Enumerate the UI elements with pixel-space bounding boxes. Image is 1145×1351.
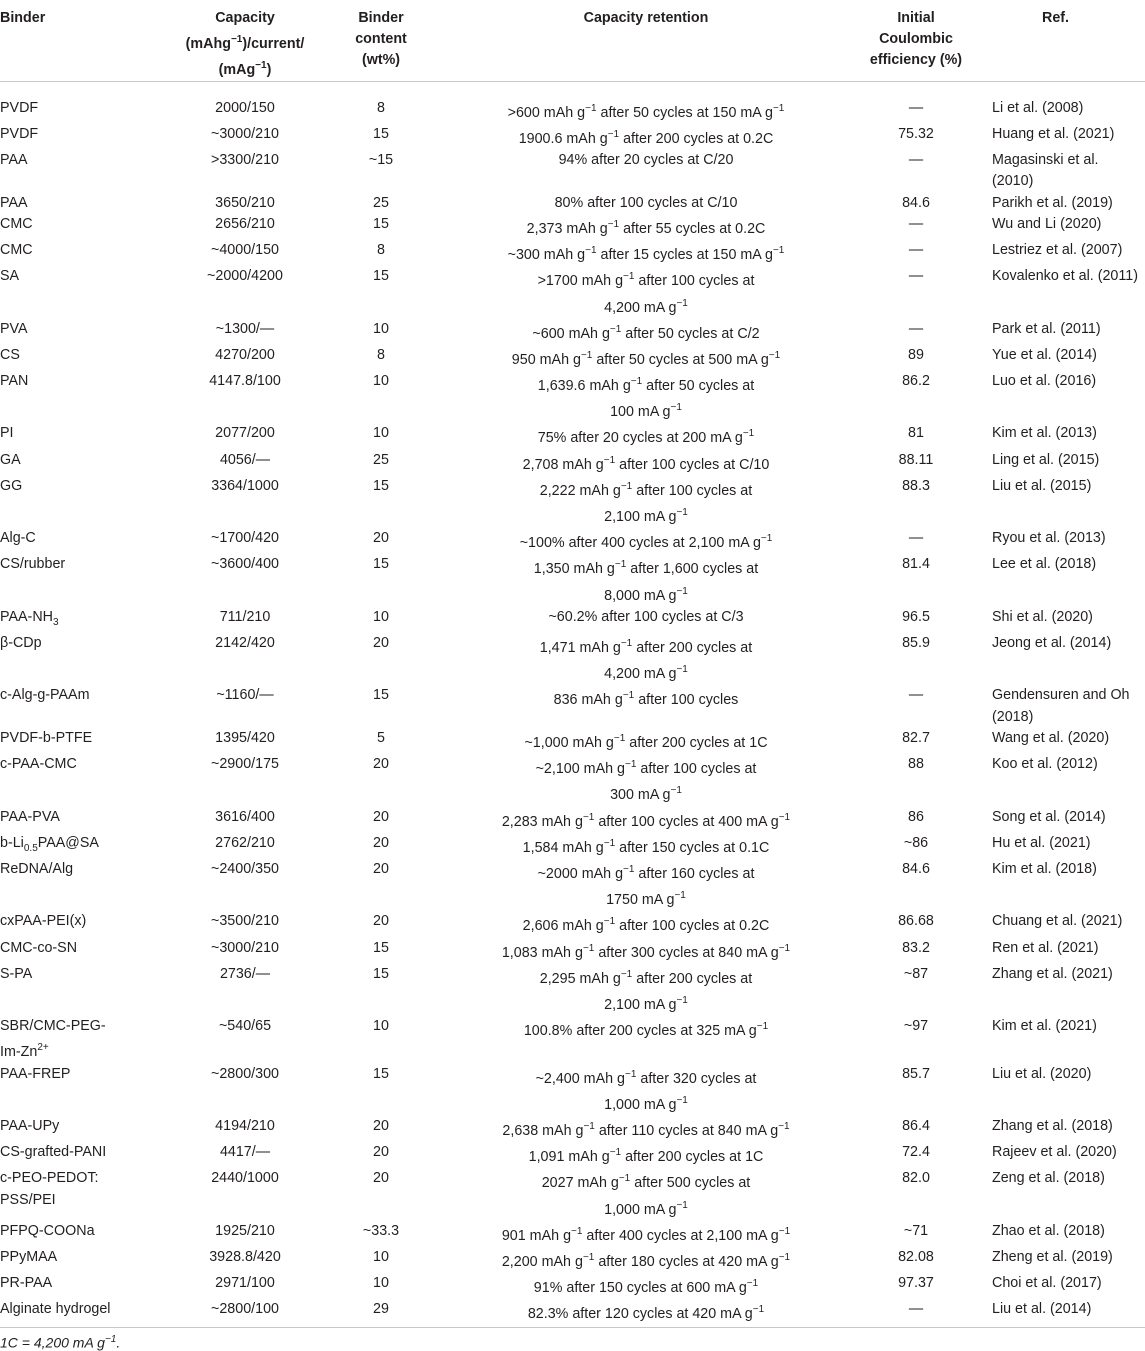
- cell-binder-content: 15: [373, 1065, 389, 1082]
- cell-binder-content: 15: [373, 687, 389, 704]
- table-row: [0, 633, 1145, 685]
- table-row: [0, 754, 1145, 806]
- cell-ref: Luo et al. (2016): [992, 373, 1097, 390]
- cell-binder: CMC: [0, 216, 33, 233]
- cell-capacity: 4417/—: [219, 1144, 271, 1161]
- cell-capacity-retention: 2,373 mAh $g^{-1}$ after 55 cycles at 0.2C: [526, 219, 766, 237]
- cell-ref: Zheng et al. (2019): [992, 1248, 1113, 1265]
- cell-capacity-retention: 2,638 mAh $g^{-1}$ after 110 cycles at 840 mA $g^{-1}$: [502, 1121, 790, 1139]
- cell-coulombic-efficiency: —: [908, 99, 924, 116]
- cell-capacity: 2736/—: [219, 965, 271, 982]
- cell-capacity: 3650/210: [215, 194, 275, 211]
- table-row: [0, 150, 1145, 193]
- table-row: [0, 911, 1145, 937]
- cell-ref: Liu et al. (2020): [992, 1065, 1092, 1082]
- cell-capacity: 2762/210: [215, 834, 275, 851]
- cell-ref: Rajeev et al. (2020): [992, 1144, 1117, 1161]
- table-row: [0, 607, 1145, 633]
- cell-binder-content: 8: [377, 346, 385, 363]
- cell-capacity: ~3000/210: [211, 939, 279, 956]
- cell-binder-content: 29: [320, 1299, 442, 1328]
- cell-binder-content: 15: [373, 216, 389, 233]
- cell-coulombic-efficiency: 88.11: [898, 451, 934, 468]
- cell-binder-content: 15: [373, 125, 389, 142]
- cell-binder: PVDF: [0, 125, 39, 142]
- cell-coulombic-efficiency: ~71: [903, 1222, 929, 1239]
- cell-binder: $b-Li_{0.5}PAA@SA$: [0, 834, 99, 854]
- cell-coulombic-efficiency: 84.6: [902, 194, 930, 211]
- cell-binder-content: 20: [373, 756, 389, 773]
- table-row: [0, 728, 1145, 754]
- cell-binder-content: 20: [373, 1144, 389, 1161]
- cell-coulombic-efficiency: 86.2: [902, 373, 930, 390]
- cell-ref: Huang et al. (2021): [992, 125, 1115, 142]
- cell-binder-content: 20: [373, 1170, 389, 1187]
- table-row: [0, 1168, 1145, 1220]
- cell-binder-content: 20: [373, 530, 389, 547]
- cell-capacity-retention: 950 mAh $g^{-1}$ after 50 cycles at 500 mA $g^{-1}$: [511, 349, 781, 368]
- cell-ref: Gendensuren and Oh (2018): [992, 687, 1130, 725]
- cell-coulombic-efficiency: —: [908, 320, 924, 337]
- cell-capacity-retention: 2,606 mAh $g^{-1}$ after 100 cycles at 0.2C: [522, 916, 770, 935]
- cell-capacity-retention: 2,708 mAh $g^{-1}$ after 100 cycles at C/10: [522, 454, 770, 473]
- cell-capacity: ~2800/100: [170, 1299, 320, 1328]
- cell-capacity: 2971/100: [215, 1275, 275, 1292]
- cell-ref: Lee et al. (2018): [992, 556, 1097, 573]
- table-row: [0, 319, 1145, 345]
- cell-ref: Jeong et al. (2014): [992, 634, 1112, 651]
- cell-coulombic-efficiency: 85.9: [902, 634, 930, 651]
- cell-capacity: 2656/210: [215, 216, 275, 233]
- cell-ref: Magasinski et al. (2010): [992, 151, 1099, 190]
- table-row: [0, 476, 1145, 528]
- table-body: [0, 81, 1145, 1328]
- cell-capacity-retention: ~1,000 mAh $g^{-1}$ after 200 cycles at 1C: [524, 733, 768, 751]
- cell-binder-content: 10: [373, 373, 389, 390]
- cell-capacity: 3928.8/420: [209, 1248, 281, 1265]
- table-row: [0, 1273, 1145, 1299]
- cell-binder-content: 15: [373, 965, 389, 982]
- cell-capacity-retention: 80% after 100 cycles at C/10: [554, 194, 738, 211]
- table-row: [0, 1299, 1145, 1328]
- cell-capacity-retention: 1,584 mAh $g^{-1}$ after 150 cycles at 0.1C: [522, 837, 770, 856]
- cell-ref: Zhao et al. (2018): [992, 1222, 1105, 1239]
- cell-capacity-retention: 836 mAh $g^{-1}$ after 100 cycles: [553, 690, 739, 709]
- cell-binder-content: 25: [373, 451, 389, 468]
- cell-coulombic-efficiency: ~87: [903, 965, 929, 982]
- cell-coulombic-efficiency: 82.7: [902, 730, 930, 747]
- cell-ref: Choi et al. (2017): [992, 1275, 1102, 1292]
- header-binder: Binder: [0, 0, 170, 81]
- cell-binder-content: 15: [373, 939, 389, 956]
- cell-capacity: 1395/420: [215, 730, 275, 747]
- cell-ref: Zeng et al. (2018): [992, 1170, 1105, 1187]
- cell-ref: Ling et al. (2015): [992, 451, 1100, 468]
- cell-binder: SBR/CMC-PEG- $Im-Zn^{2+}$: [0, 1018, 106, 1061]
- cell-capacity-retention: 91% after 150 cycles at 600 mA $g^{-1}$: [533, 1278, 759, 1296]
- cell-capacity-retention: ~300 mAh $g^{-1}$ after 15 cycles at 150 mA $g^{-1}$: [507, 245, 785, 264]
- cell-ref: Zhang et al. (2021): [992, 965, 1113, 982]
- cell-capacity: ~3500/210: [211, 913, 279, 930]
- cell-binder: PVA: [0, 320, 28, 337]
- cell-binder-content: ~15: [368, 151, 394, 168]
- cell-capacity: 4056/—: [219, 451, 271, 468]
- cell-coulombic-efficiency: ~86: [903, 834, 929, 851]
- cell-ref: Kim et al. (2013): [992, 425, 1097, 442]
- cell-capacity-retention: 1,471 mAh $g^{-1}$ after 200 cycles at 4,200 mA $g^{-1}$: [539, 637, 753, 682]
- cell-binder-content: 25: [373, 194, 389, 211]
- cell-capacity-retention: 1,083 mAh $g^{-1}$ after 300 cycles at 840 mA $g^{-1}$: [501, 942, 791, 961]
- cell-coulombic-efficiency: 86: [908, 808, 924, 825]
- cell-binder-content: 15: [373, 268, 389, 285]
- cell-binder: CMC-co-SN: [0, 939, 78, 956]
- cell-binder: PAA-PVA: [0, 808, 60, 825]
- cell-capacity: ~3000/210: [211, 125, 279, 142]
- cell-binder-content: 10: [373, 425, 389, 442]
- cell-ref: Liu et al. (2014): [982, 1299, 1145, 1328]
- cell-ref: Chuang et al. (2021): [992, 913, 1123, 930]
- cell-coulombic-efficiency: —: [908, 687, 924, 704]
- cell-capacity: 4147.8/100: [209, 373, 281, 390]
- cell-capacity: ~1160/—: [216, 687, 274, 704]
- cell-capacity: 1925/210: [215, 1222, 275, 1239]
- table-row: [0, 81, 1145, 124]
- cell-capacity-retention: ~60.2% after 100 cycles at C/3: [548, 608, 744, 625]
- cell-capacity: ~3600/400: [211, 556, 279, 573]
- cell-capacity-retention: 2,283 mAh $g^{-1}$ after 100 cycles at 400 mA $g^{-1}$: [501, 811, 791, 830]
- table-row: [0, 685, 1145, 728]
- cell-coulombic-efficiency: —: [908, 530, 924, 547]
- cell-ref: Ryou et al. (2013): [992, 530, 1106, 547]
- cell-coulombic-efficiency: 88.3: [902, 477, 930, 494]
- table-row: [0, 1247, 1145, 1273]
- cell-binder: c-Alg-g-PAAm: [0, 687, 90, 704]
- cell-coulombic-efficiency: 86.68: [898, 913, 934, 930]
- cell-binder-content: 20: [373, 861, 389, 878]
- header-capacity: Capacity (mAhg$^{-1}$)/current/ (mAg$^{-1}$): [170, 0, 320, 81]
- cell-ref: Kovalenko et al. (2011): [992, 268, 1138, 285]
- cell-ref: Song et al. (2014): [992, 808, 1106, 825]
- table-row: [0, 528, 1145, 554]
- cell-capacity-retention: 100.8% after 200 cycles at 325 mA $g^{-1}$: [523, 1021, 769, 1039]
- cell-ref: Hu et al. (2021): [992, 834, 1091, 851]
- header-ref: Ref.: [982, 0, 1145, 81]
- cell-capacity-retention: ~2,100 mAh $g^{-1}$ after 100 cycles at 300 mA $g^{-1}$: [535, 759, 757, 804]
- cell-binder-content: 15: [373, 556, 389, 573]
- cell-coulombic-efficiency: 89: [908, 346, 924, 363]
- cell-coulombic-efficiency: 84.6: [902, 861, 930, 878]
- cell-capacity: 4270/200: [215, 346, 275, 363]
- cell-ref: Parikh et al. (2019): [992, 194, 1113, 211]
- cell-binder: c-PEO-PEDOT: PSS/PEI: [0, 1170, 99, 1208]
- cell-binder: PAA-UPy: [0, 1118, 60, 1134]
- cell-coulombic-efficiency: 81.4: [902, 556, 930, 573]
- table-row: [0, 240, 1145, 266]
- cell-binder: Alginate hydrogel: [0, 1299, 170, 1328]
- table-row: [0, 450, 1145, 476]
- cell-capacity-retention: 75% after 20 cycles at 200 mA $g^{-1}$: [537, 428, 755, 447]
- cell-capacity-retention: >600 mAh $g^{-1}$ after 50 cycles at 150 mA $g^{-1}$: [507, 102, 785, 121]
- cell-capacity: ~2900/175: [211, 756, 279, 773]
- cell-binder: Alg-C: [0, 530, 36, 547]
- cell-capacity: 2077/200: [215, 425, 275, 442]
- table-row: [0, 964, 1145, 1016]
- cell-binder: ReDNA/Alg: [0, 861, 74, 878]
- cell-binder: c-PAA-CMC: [0, 756, 77, 773]
- cell-capacity: 2142/420: [215, 634, 275, 651]
- table-row: [0, 1221, 1145, 1247]
- cell-capacity-retention: 2,222 mAh $g^{-1}$ after 100 cycles at 2,100 mA $g^{-1}$: [539, 480, 753, 525]
- cell-binder: PI: [0, 425, 14, 442]
- cell-binder-content: 20: [373, 834, 389, 851]
- cell-binder: cxPAA-PEI(x): [0, 913, 87, 930]
- cell-capacity: 2000/150: [215, 99, 275, 116]
- table-row: [0, 371, 1145, 423]
- cell-ref: Kim et al. (2018): [992, 861, 1097, 878]
- table-row: [0, 1142, 1145, 1168]
- cell-binder: PVDF-b-PTFE: [0, 730, 93, 747]
- cell-binder-content: ~33.3: [362, 1222, 400, 1239]
- header-row: [0, 0, 1145, 81]
- cell-binder-content: 10: [373, 1275, 389, 1292]
- cell-capacity: ~2400/350: [211, 861, 279, 878]
- cell-capacity-retention: >1700 mAh $g^{-1}$ after 100 cycles at 4,200 mA $g^{-1}$: [537, 271, 755, 316]
- cell-coulombic-efficiency: 83.2: [902, 939, 930, 956]
- cell-capacity-retention: 1900.6 mAh $g^{-1}$ after 200 cycles at 0.2C: [518, 128, 774, 147]
- cell-capacity-retention: 2,295 mAh $g^{-1}$ after 200 cycles at 2,100 mA $g^{-1}$: [539, 968, 753, 1013]
- table-row: [0, 859, 1145, 911]
- cell-binder: PAA: [0, 194, 28, 211]
- table-row: [0, 554, 1145, 606]
- cell-binder: PAA-FREP: [0, 1065, 71, 1082]
- cell-coulombic-efficiency: 82.0: [902, 1170, 930, 1187]
- cell-binder: CS/rubber: [0, 556, 66, 573]
- header-capacity-retention: Capacity retention: [442, 0, 850, 81]
- cell-coulombic-efficiency: 81: [908, 425, 924, 442]
- cell-capacity-retention: 1,091 mAh $g^{-1}$ after 200 cycles at 1C: [528, 1147, 764, 1165]
- cell-capacity: 3616/400: [215, 808, 275, 825]
- cell-binder-content: 10: [373, 1018, 389, 1035]
- cell-binder: PAA: [0, 151, 28, 168]
- cell-binder: PR-PAA: [0, 1275, 53, 1292]
- cell-coulombic-efficiency: ~97: [903, 1018, 929, 1035]
- cell-ref: Liu et al. (2015): [992, 477, 1092, 494]
- cell-coulombic-efficiency: 97.37: [898, 1275, 934, 1292]
- cell-coulombic-efficiency: 85.7: [902, 1065, 930, 1082]
- cell-binder-content: 8: [377, 99, 385, 116]
- cell-binder-content: 8: [377, 242, 385, 259]
- cell-ref: Wang et al. (2020): [992, 730, 1110, 747]
- cell-binder: SA: [0, 268, 20, 285]
- table-row: [0, 214, 1145, 240]
- cell-capacity: 711/210: [219, 608, 271, 625]
- cell-capacity: ~1700/420: [211, 530, 279, 547]
- cell-binder: GA: [0, 451, 21, 468]
- cell-binder-content: 5: [377, 730, 385, 747]
- cell-binder-content: 10: [373, 1248, 389, 1265]
- table-row: [0, 1016, 1145, 1064]
- cell-capacity: 3364/1000: [211, 477, 279, 494]
- cell-capacity-retention: ~2000 mAh $g^{-1}$ after 160 cycles at 1750 mA $g^{-1}$: [537, 864, 755, 908]
- cell-capacity-retention: 94% after 20 cycles at C/20: [558, 151, 734, 168]
- cell-capacity: 4194/210: [215, 1118, 275, 1134]
- cell-ref: Zhang et al. (2018): [992, 1118, 1113, 1134]
- cell-binder-content: 10: [373, 608, 389, 625]
- cell-coulombic-efficiency: —: [908, 242, 924, 259]
- cell-capacity: ~540/65: [218, 1018, 272, 1035]
- cell-capacity-retention: 82.3% after 120 cycles at 420 mA $g^{-1}$: [442, 1299, 850, 1328]
- table-row: [0, 423, 1145, 449]
- table-row: [0, 193, 1145, 214]
- cell-binder: CMC: [0, 242, 33, 259]
- cell-capacity-retention: 2,200 mAh $g^{-1}$ after 180 cycles at 420 mA $g^{-1}$: [501, 1251, 791, 1270]
- cell-ref: Lestriez et al. (2007): [992, 242, 1123, 259]
- cell-capacity-retention: ~2,400 mAh $g^{-1}$ after 320 cycles at 1,000 mA $g^{-1}$: [535, 1068, 757, 1113]
- cell-coulombic-efficiency: 82.08: [898, 1248, 934, 1265]
- cell-ref: Li et al. (2008): [992, 99, 1084, 116]
- cell-ref: Ren et al. (2021): [992, 939, 1099, 956]
- cell-binder: GG: [0, 477, 23, 494]
- cell-capacity-retention: 1,639.6 mAh $g^{-1}$ after 50 cycles at 100 mA $g^{-1}$: [537, 376, 755, 421]
- cell-coulombic-efficiency: 86.4: [902, 1118, 930, 1134]
- cell-binder-content: 20: [373, 634, 389, 651]
- cell-coulombic-efficiency: —: [850, 1299, 982, 1328]
- header-coulombic-efficiency: Initial Coulombic efficiency (%): [850, 0, 982, 81]
- cell-capacity-retention: 2027 mAh $g^{-1}$ after 500 cycles at 1,000 mA $g^{-1}$: [541, 1173, 751, 1218]
- cell-capacity: ~2800/300: [211, 1065, 279, 1082]
- cell-binder: CS: [0, 346, 20, 363]
- table-header: [0, 0, 1145, 81]
- cell-capacity: ~1300/—: [215, 320, 275, 337]
- cell-ref: Park et al. (2011): [992, 320, 1101, 337]
- table-row: [0, 1064, 1145, 1116]
- cell-coulombic-efficiency: 72.4: [902, 1144, 930, 1161]
- cell-coulombic-efficiency: 88: [908, 756, 924, 773]
- cell-capacity: ~4000/150: [211, 242, 279, 259]
- cell-capacity-retention: 901 mAh $g^{-1}$ after 400 cycles at 2,100 mA $g^{-1}$: [501, 1225, 791, 1244]
- table-row: [0, 266, 1145, 318]
- cell-binder: S-PA: [0, 965, 33, 982]
- cell-binder-content: 20: [373, 1118, 389, 1134]
- cell-coulombic-efficiency: 96.5: [902, 608, 930, 625]
- cell-binder: PPyMAA: [0, 1248, 58, 1265]
- cell-binder-content: 20: [373, 913, 389, 930]
- cell-binder: PVDF: [0, 99, 39, 116]
- cell-ref: Shi et al. (2020): [992, 608, 1093, 625]
- table-row: [0, 833, 1145, 859]
- cell-capacity: >3300/210: [211, 151, 279, 168]
- cell-ref: Koo et al. (2012): [992, 756, 1098, 773]
- cell-binder: CS-grafted-PANI: [0, 1144, 107, 1161]
- cell-capacity-retention: ~100% after 400 cycles at 2,100 mA $g^{-1}$: [519, 533, 773, 551]
- cell-ref: Kim et al. (2021): [992, 1018, 1097, 1035]
- cell-binder-content: 20: [373, 808, 389, 825]
- table-footnote: 1C = 4,200 mA $g^{-1}$.: [0, 1334, 121, 1351]
- cell-coulombic-efficiency: 75.32: [898, 125, 934, 142]
- cell-binder: PAN: [0, 373, 29, 390]
- cell-capacity-retention: 1,350 mAh $g^{-1}$ after 1,600 cycles at 8,000 mA $g^{-1}$: [533, 559, 759, 604]
- header-binder-content: Binder content (wt%): [320, 0, 442, 81]
- table-row: [0, 1116, 1145, 1142]
- cell-binder-content: 10: [373, 320, 389, 337]
- cell-coulombic-efficiency: —: [908, 216, 924, 233]
- cell-capacity-retention: ~600 mAh $g^{-1}$ after 50 cycles at C/2: [532, 323, 760, 342]
- cell-ref: Wu and Li (2020): [992, 216, 1102, 233]
- cell-ref: Yue et al. (2014): [992, 346, 1097, 363]
- table-row: [0, 807, 1145, 833]
- cell-capacity: 2440/1000: [211, 1170, 279, 1187]
- table-row: [0, 124, 1145, 150]
- cell-coulombic-efficiency: —: [908, 151, 924, 168]
- cell-binder-content: 15: [373, 477, 389, 494]
- cell-coulombic-efficiency: —: [908, 268, 924, 285]
- table-row: [0, 345, 1145, 371]
- cell-binder: PAA-$NH_3$: [0, 608, 59, 628]
- cell-capacity: ~2000/4200: [207, 268, 283, 285]
- cell-binder: PFPQ-COONa: [0, 1222, 95, 1239]
- cell-binder: β-CDp: [0, 634, 42, 651]
- table-row: [0, 938, 1145, 964]
